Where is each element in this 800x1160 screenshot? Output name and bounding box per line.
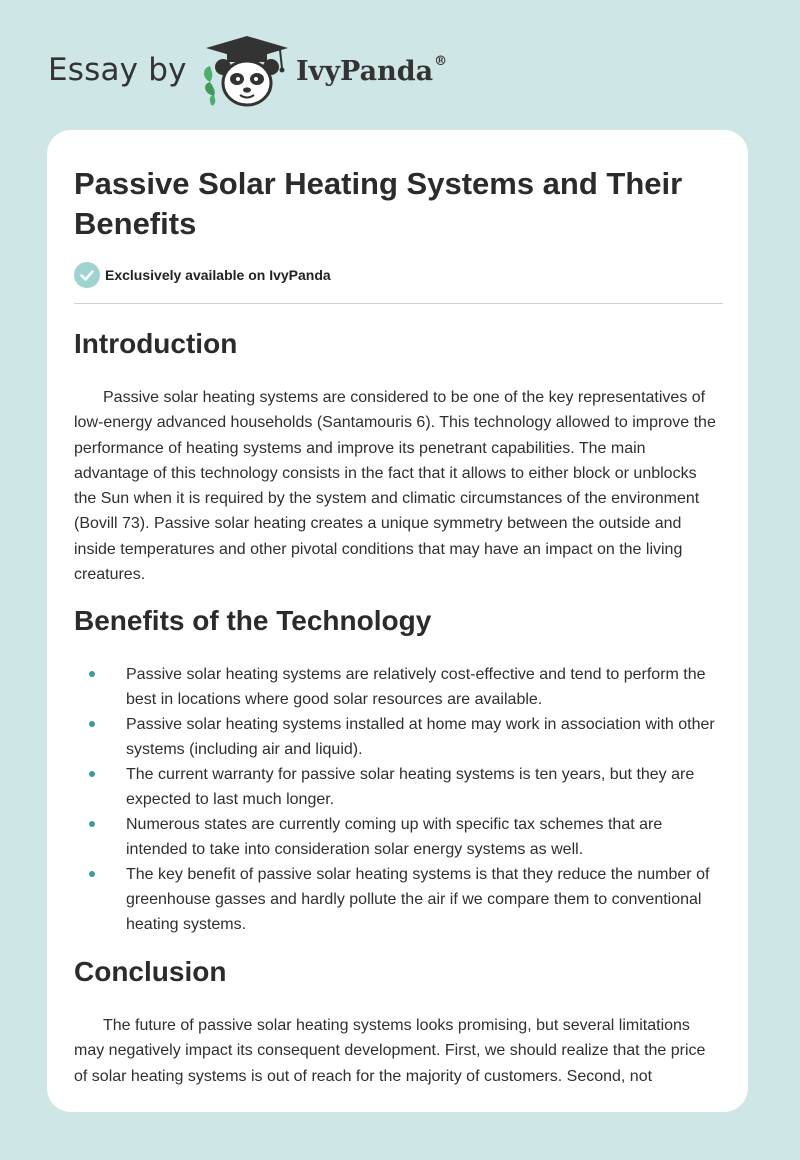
- check-circle-icon: [74, 262, 100, 288]
- conclusion-paragraph: The future of passive solar heating systems looks promising, but several limitations may negatively impact its consequent development. First, we should realize that the price of solar heating systems is out of reach for the majority of customers. Second, not: [74, 1017, 706, 1085]
- essay-card: [47, 130, 748, 1112]
- bullet-icon: [89, 771, 95, 777]
- essay-by-label: Essay by: [48, 52, 187, 88]
- registered-mark: ®: [434, 54, 448, 69]
- brand-name[interactable]: IvyPanda®: [296, 54, 448, 87]
- essay-title: Passive Solar Heating Systems and Their Benefits: [74, 166, 683, 241]
- section-heading-conclusion: Conclusion: [74, 956, 227, 987]
- bullet-icon: [89, 821, 95, 827]
- benefits-list: [74, 662, 723, 937]
- list-item: The current warranty for passive solar heating systems is ten years, but they are expected to last much longer.: [74, 762, 723, 812]
- list-item: Passive solar heating systems are relatively cost-effective and tend to perform the best in locations where good solar resources are available.: [74, 662, 723, 712]
- list-item: Numerous states are currently coming up with specific tax schemes that are intended to take into consideration solar energy systems as well.: [74, 812, 723, 862]
- introduction-paragraph: Passive solar heating systems are considered to be one of the key representatives of low-energy advanced households (Santamouris 6). This technology allowed to improve the performance of heating systems and improve its penetrant capabilities. The main advantage of this technology consists in the fact that it allows to either block or unblocks the Sun when it is required by the system and climatic circumstances of the environment (Bovill 73). Passive solar heating creates a unique symmetry between the outside and inside temperatures and other pivotal conditions that may have an impact on the living creatures.: [74, 389, 716, 584]
- exclusive-label: Exclusively available on IvyPanda: [105, 267, 331, 283]
- bullet-icon: [89, 871, 95, 877]
- bullet-icon: [89, 721, 95, 727]
- divider: [74, 303, 723, 304]
- section-heading-introduction: Introduction: [74, 328, 238, 359]
- exclusive-badge: [74, 262, 331, 288]
- bullet-icon: [89, 671, 95, 677]
- list-item: Passive solar heating systems installed at home may work in association with other systems (including air and liquid).: [74, 712, 723, 762]
- list-item: The key benefit of passive solar heating systems is that they reduce the number of greenhouse gasses and hardly pollute the air if we compare them to conventional heating systems.: [74, 862, 723, 937]
- panda-graduate-icon[interactable]: [200, 34, 294, 108]
- site-header: [0, 0, 800, 130]
- section-heading-benefits: Benefits of the Technology: [74, 605, 432, 636]
